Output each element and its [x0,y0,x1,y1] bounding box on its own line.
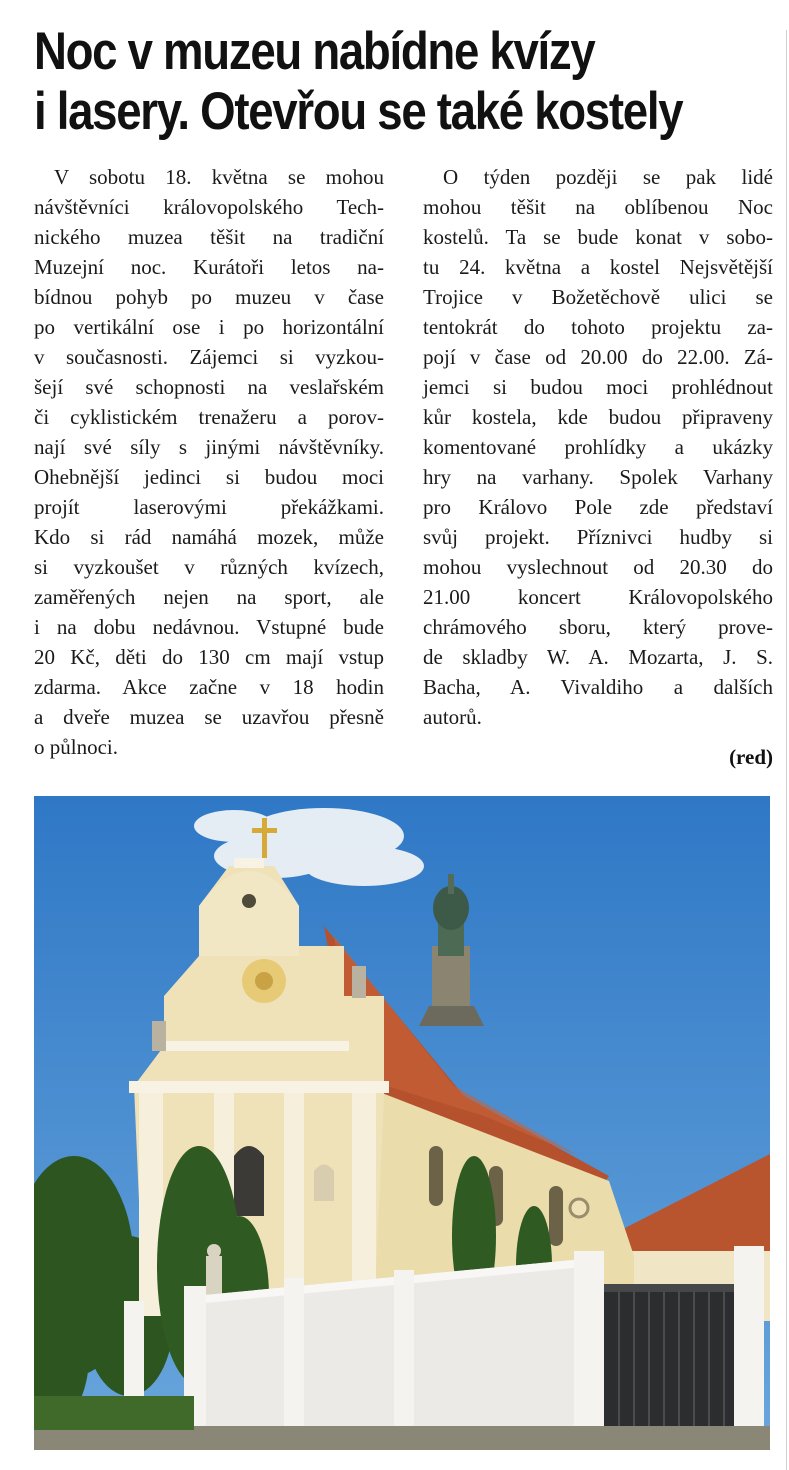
iron-gate [604,1284,734,1441]
text-line: a dveře muzea se uzavřou přesně [34,705,384,729]
headline-line-1: Noc v muzeu nabídne kvízy [34,22,595,81]
text-line: Muzejní noc. Kurátoři letos na- [34,255,384,279]
text-line: projít laserovými překážkami. [34,495,384,519]
text-line: jemci si budou moci prohlédnout [423,375,773,399]
text-line: autorů. [423,705,482,729]
text-line: 20 Kč, děti do 130 cm mají vstup [34,645,384,669]
text-line: návštěvníci královopolského Tech- [34,195,384,219]
text-line: zdarma. Akce začne v 18 hodin [34,675,384,699]
headline-line-2: i lasery. Otevřou se také kostely [34,82,683,141]
text-line: Kdo si rád namáhá mozek, může [34,525,384,549]
text-line: de skladby W. A. Mozarta, J. S. [423,645,773,669]
text-line: kostelů. Ta se bude konat v sobo- [423,225,773,249]
text-line: i na dobu nedávnou. Vstupné bude [34,615,384,639]
text-line: Bacha, A. Vivaldiho a dalších [423,675,773,699]
article-column-left [34,162,384,762]
text-line: chrámového sboru, který prove- [423,615,773,639]
text-line: O týden později se pak lidé [443,165,773,189]
text-line: mohou vyslechnout od 20.30 do [423,555,773,579]
text-line: šejí své schopnosti na veslařském [34,375,384,399]
text-line: 21.00 koncert Královopolského [423,585,773,609]
text-line: zaměřených nejen na sport, ale [34,585,384,609]
text-line: tentokrát do tohoto projektu za- [423,315,773,339]
round-window [570,1199,588,1217]
text-line: pojí v čase od 20.00 do 22.00. Zá- [423,345,773,369]
text-line: svůj projekt. Příznivci hudby si [423,525,773,549]
church-photo [34,796,770,1450]
text-line: Trojice v Božetěchově ulici se [423,285,773,309]
text-line: mohou těšit na oblíbenou Noc [423,195,773,219]
text-line: o půlnoci. [34,735,118,759]
text-line: komentované prohlídky a ukázky [423,435,773,459]
text-line: hry na varhany. Spolek Varhany [423,465,773,489]
article-column-right [423,162,773,732]
column-rule [786,30,787,1470]
text-line: si vyzkoušet v různých kvízech, [34,555,384,579]
author-signature: (red) [729,745,773,769]
text-line: kůr kostela, kde budou připraveny [423,405,773,429]
text-line: bídnou pohyb po muzeu v čase [34,285,384,309]
text-line: pro Královo Pole zde představí [423,495,773,519]
text-line: v současnosti. Zájemci si vyzkou- [34,345,384,369]
text-line: nají své síly s jinými návštěvníky. [34,435,384,459]
text-line: Ohebnější jedinci si budou moci [34,465,384,489]
text-line: V sobotu 18. května se mohou [54,165,384,189]
church-illustration [34,796,770,1450]
text-line: nického muzea těšit na tradiční [34,225,384,249]
text-line: či cyklistickém trenažeru a porov- [34,405,384,429]
headline [34,22,683,142]
text-line: po vertikální ose i po horizontální [34,315,384,339]
text-line: tu 24. května a kostel Nejsvětější [423,255,773,279]
